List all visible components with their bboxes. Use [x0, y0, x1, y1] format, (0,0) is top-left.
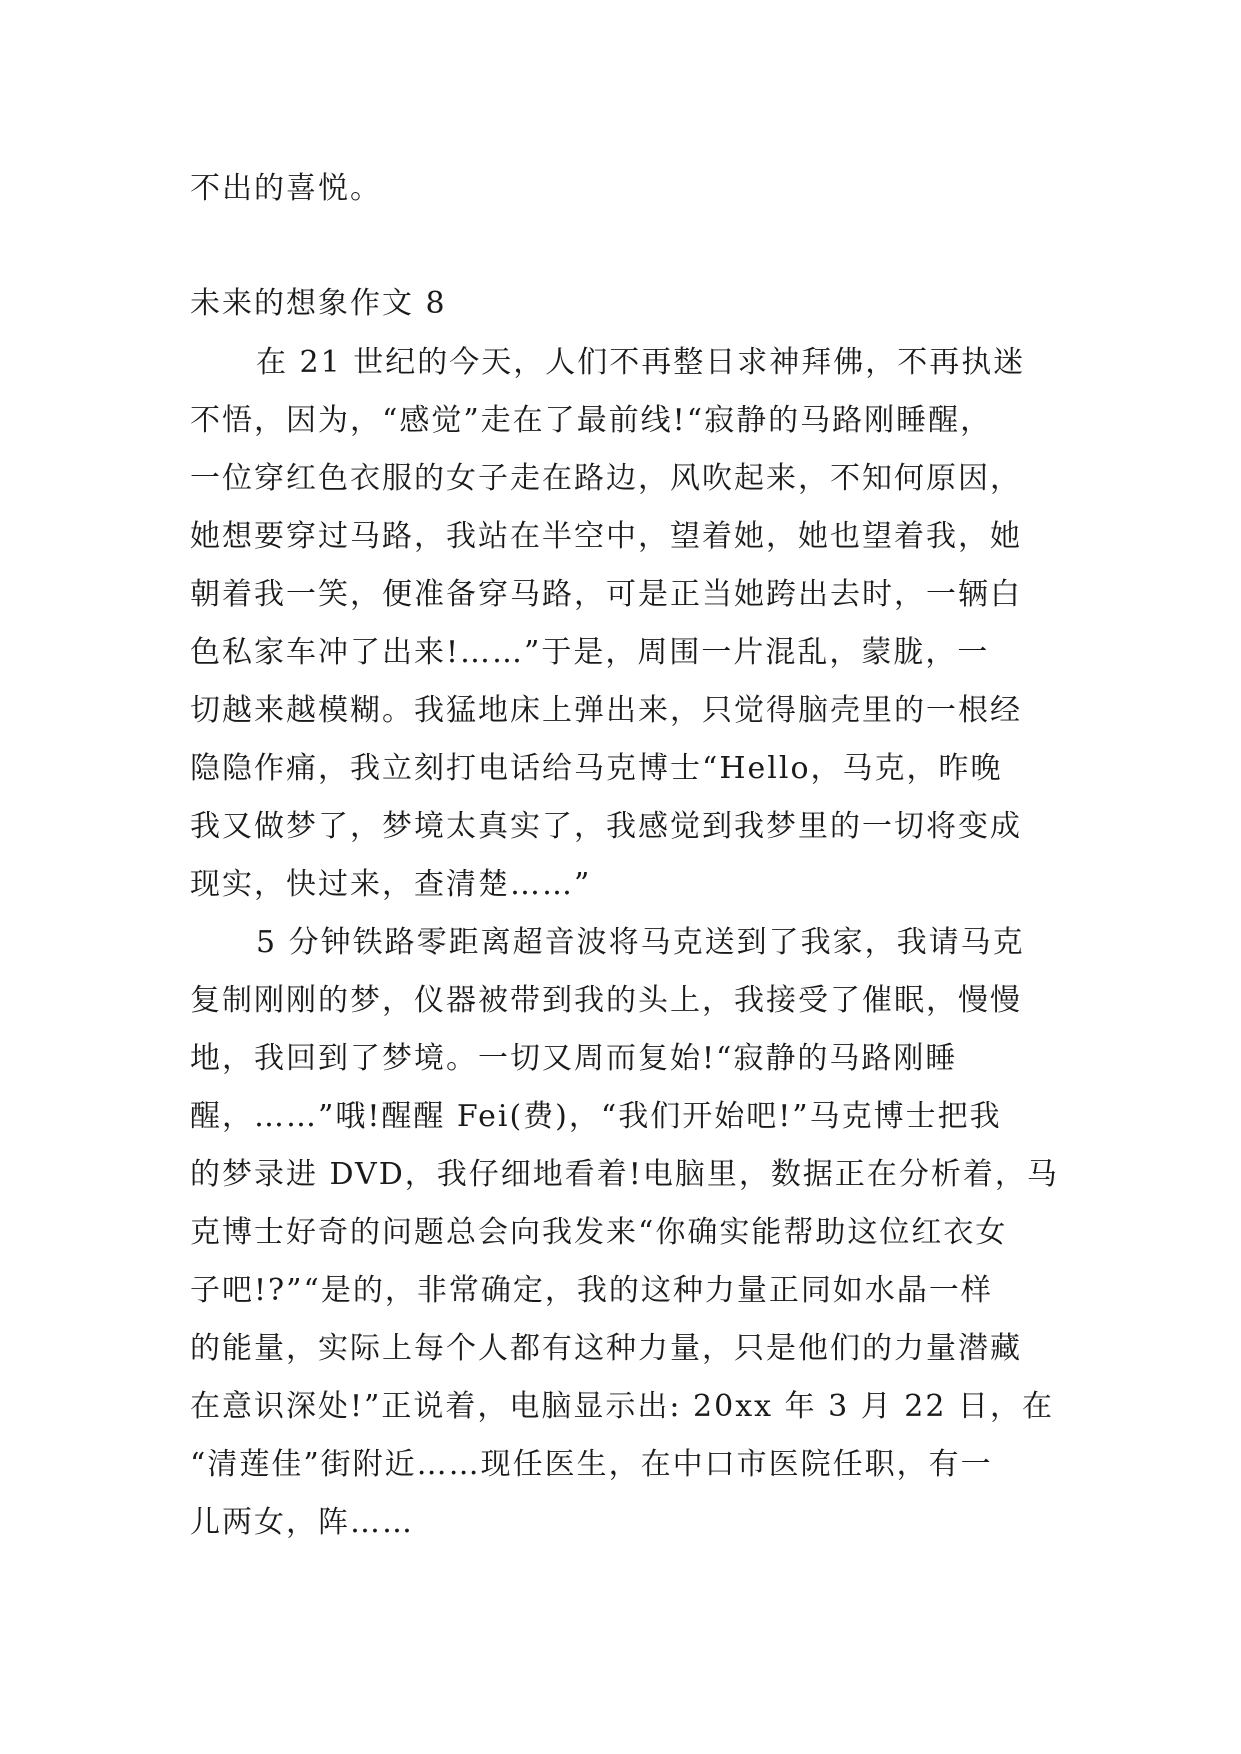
paragraph-line: 子吧!?”“是的，非常确定，我的这种力量正同如水晶一样: [190, 1273, 993, 1308]
section-heading: 未来的想象作文 8: [190, 286, 447, 321]
paragraph-line: 儿两女，阵……: [190, 1505, 414, 1540]
paragraph-line: 不悟，因为，“感觉”走在了最前线!“寂静的马路刚睡醒，: [190, 403, 993, 438]
paragraph-line: 我又做梦了，梦境太真实了，我感觉到我梦里的一切将变成: [190, 809, 1022, 844]
paragraph-line: 朝着我一笑，便准备穿马路，可是正当她跨出去时，一辆白: [190, 577, 1022, 612]
spacer: [190, 218, 1060, 274]
paragraph-line: 一位穿红色衣服的女子走在路边，风吹起来，不知何原因，: [190, 461, 1022, 496]
paragraph-line: 克博士好奇的问题总会向我发来“你确实能帮助这位红衣女: [190, 1215, 1008, 1250]
paragraph-line: 地，我回到了梦境。一切又周而复始!“寂静的马路刚睡: [190, 1041, 958, 1076]
paragraph-line: 隐隐作痛，我立刻打电话给马克博士“Hello，马克，昨晚: [190, 751, 1003, 786]
paragraph-line: 在 21 世纪的今天，人们不再整日求神拜佛，不再执迷: [256, 345, 1026, 380]
paragraph-line: 的梦录进 DVD，我仔细地看着!电脑里，数据正在分析着，马: [190, 1157, 1059, 1192]
paragraph-line: 在意识深处!”正说着，电脑显示出: 20xx 年 3 月 22 日，在: [190, 1389, 1054, 1424]
paragraph-line: 切越来越模糊。我猛地床上弹出来，只觉得脑壳里的一根经: [190, 693, 1022, 728]
paragraph-line: 色私家车冲了出来!……”于是，周围一片混乱，蒙胧，一: [190, 635, 990, 670]
paragraph-line: 现实，快过来，查清楚……”: [190, 867, 592, 902]
paragraph-line: 醒，……”哦!醒醒 Fei(费)，“我们开始吧!”马克博士把我: [190, 1099, 1002, 1134]
document-body: [190, 160, 1060, 1552]
paragraph-1: [190, 334, 1060, 914]
paragraph-line: 她想要穿过马路，我站在半空中，望着她，她也望着我，她: [190, 519, 1022, 554]
paragraph-line: “清莲佳”街附近……现任医生，在中口市医院任职，有一: [190, 1447, 993, 1482]
paragraph-line: 5 分钟铁路零距离超音波将马克送到了我家，我请马克: [256, 925, 1025, 960]
paragraph-line: 的能量，实际上每个人都有这种力量，只是他们的力量潜藏: [190, 1331, 1022, 1366]
previous-section-tail: 不出的喜悦。: [190, 171, 382, 206]
paragraph-line: 复制刚刚的梦，仪器被带到我的头上，我接受了催眠，慢慢: [190, 983, 1022, 1018]
paragraph-2: [190, 914, 1060, 1552]
